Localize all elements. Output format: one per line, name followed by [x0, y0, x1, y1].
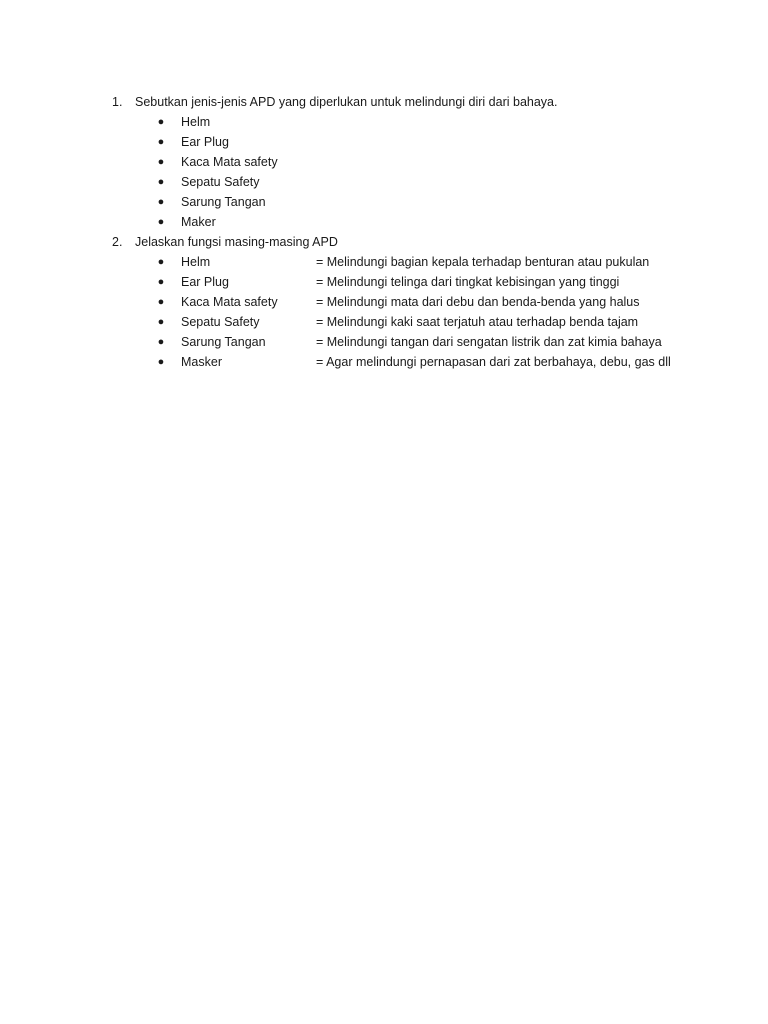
apd-item-function: = Melindungi tangan dari sengatan listrik dan zat kimia bahaya — [316, 335, 662, 349]
list-item — [0, 252, 768, 272]
apd-item: Sarung Tangan — [181, 195, 266, 209]
apd-item-function: = Melindungi kaki saat terjatuh atau terhadap benda tajam — [316, 315, 639, 329]
bullet-icon: ● — [157, 196, 165, 208]
apd-item: Helm — [181, 115, 211, 129]
list-item — [0, 112, 768, 132]
question-1 — [0, 92, 768, 112]
list-item — [0, 132, 768, 152]
bullet-icon: ● — [157, 256, 165, 268]
apd-item-name: Kaca Mata safety — [181, 295, 278, 309]
list-item — [0, 352, 768, 372]
question-text: Sebutkan jenis-jenis APD yang diperlukan untuk melindungi diri dari bahaya. — [135, 95, 558, 109]
bullet-icon: ● — [157, 216, 165, 228]
bullet-icon: ● — [157, 316, 165, 328]
apd-item-name: Helm — [181, 255, 211, 269]
bullet-icon: ● — [157, 296, 165, 308]
apd-item-function: = Melindungi mata dari debu dan benda-benda yang halus — [316, 295, 640, 309]
bullet-icon: ● — [157, 336, 165, 348]
apd-item-function: = Agar melindungi pernapasan dari zat berbahaya, debu, gas dll — [316, 355, 671, 369]
question-number: 2. — [112, 235, 123, 249]
apd-item: Maker — [181, 215, 216, 229]
question-2 — [0, 232, 768, 252]
question-number: 1. — [112, 95, 123, 109]
list-item — [0, 292, 768, 312]
apd-item: Sepatu Safety — [181, 175, 260, 189]
list-item — [0, 172, 768, 192]
question-text: Jelaskan fungsi masing-masing APD — [135, 235, 338, 249]
list-item — [0, 212, 768, 232]
bullet-icon: ● — [157, 356, 165, 368]
bullet-icon: ● — [157, 276, 165, 288]
apd-item-name: Sarung Tangan — [181, 335, 266, 349]
list-item — [0, 312, 768, 332]
bullet-icon: ● — [157, 136, 165, 148]
apd-item: Ear Plug — [181, 135, 229, 149]
bullet-icon: ● — [157, 156, 165, 168]
list-item — [0, 152, 768, 172]
apd-item-name: Masker — [181, 355, 222, 369]
bullet-icon: ● — [157, 176, 165, 188]
list-item — [0, 192, 768, 212]
apd-item-function: = Melindungi bagian kepala terhadap benturan atau pukulan — [316, 255, 650, 269]
apd-item-function: = Melindungi telinga dari tingkat kebisingan yang tinggi — [316, 275, 620, 289]
apd-item-name: Ear Plug — [181, 275, 229, 289]
apd-item: Kaca Mata safety — [181, 155, 278, 169]
list-item — [0, 272, 768, 292]
bullet-icon: ● — [157, 116, 165, 128]
apd-item-name: Sepatu Safety — [181, 315, 260, 329]
list-item — [0, 332, 768, 352]
